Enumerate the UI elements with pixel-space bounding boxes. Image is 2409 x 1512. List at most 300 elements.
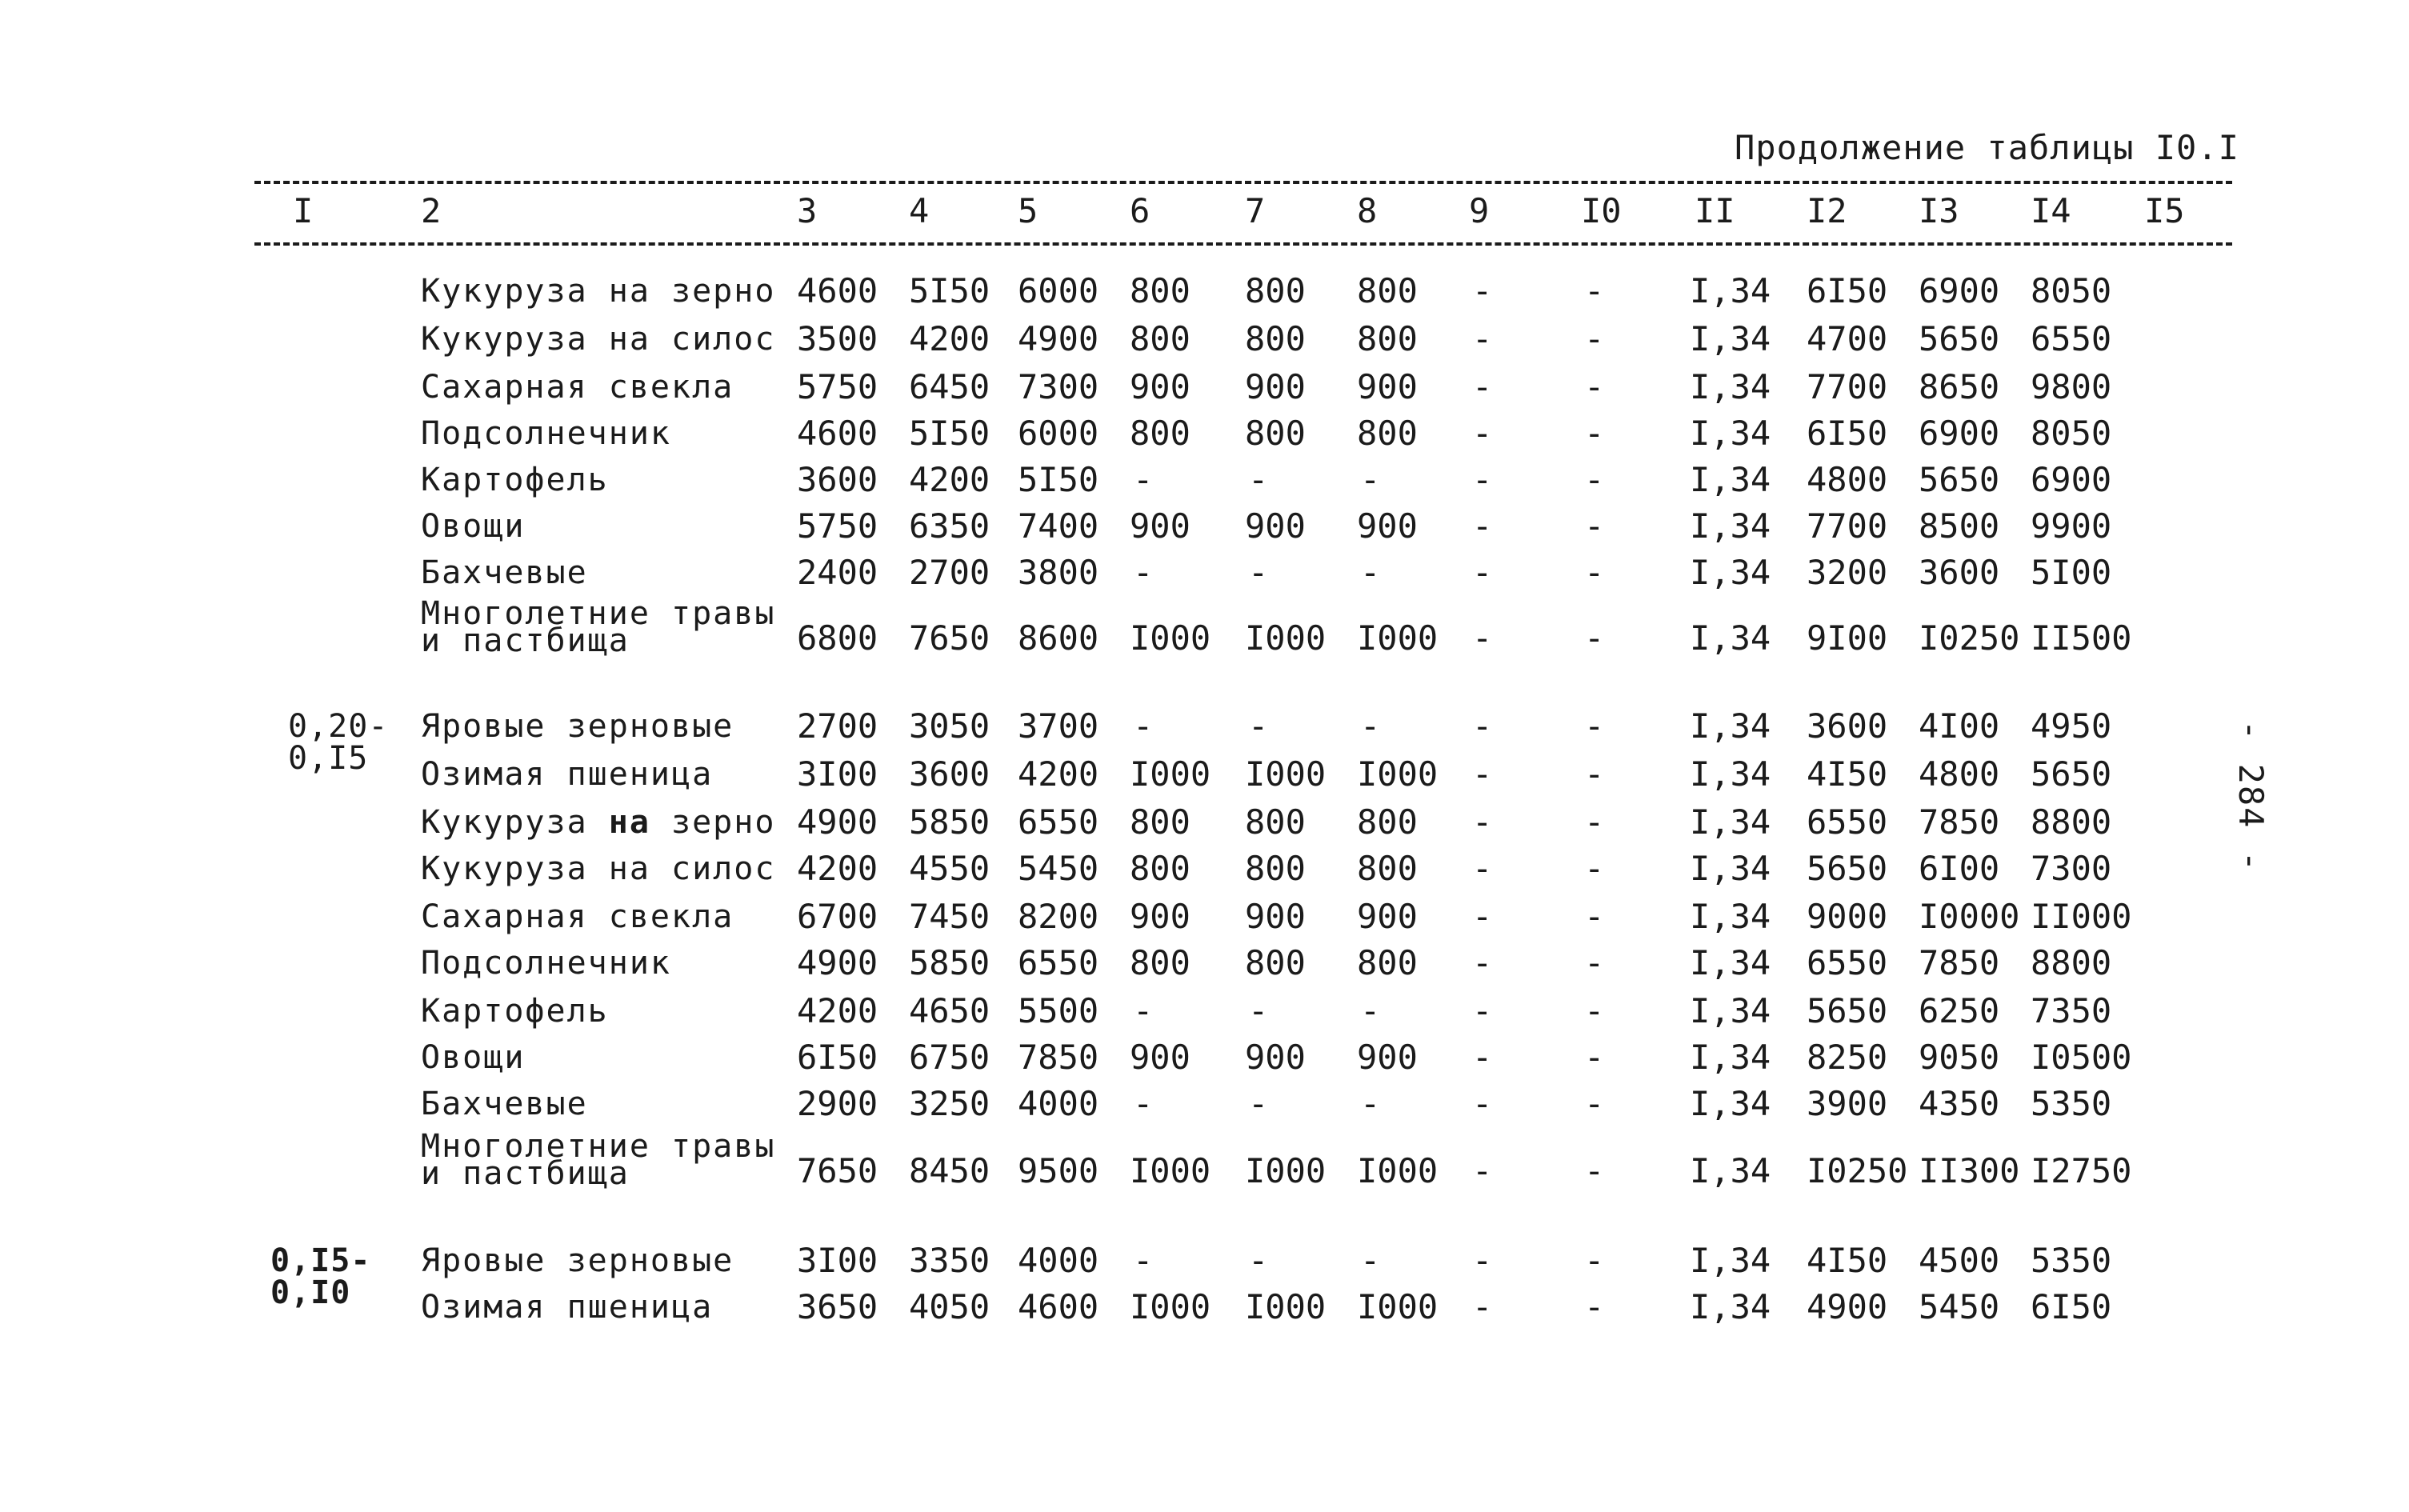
table-cell: I,34 — [1690, 460, 1771, 499]
table-cell: - — [1472, 1241, 1493, 1280]
table-cell: 6750 — [909, 1038, 990, 1077]
table-cell: 3250 — [909, 1084, 990, 1123]
table-cell: 800 — [1357, 271, 1418, 310]
table-cell: 3700 — [1018, 706, 1099, 746]
table-cell: 6I50 — [1807, 271, 1888, 310]
table-cell: 5500 — [1018, 991, 1099, 1030]
table-cell: 7650 — [909, 618, 990, 658]
table-cell: - — [1360, 553, 1381, 592]
table-cell: - — [1584, 460, 1605, 499]
header-cell: 5 — [1018, 191, 1038, 230]
header-cell: 2 — [421, 191, 442, 230]
table-cell: 4600 — [797, 271, 878, 310]
crop-name-line1: Многолетние травы — [421, 595, 776, 632]
table-cell: 900 — [1245, 897, 1306, 936]
table-cell: - — [1584, 1287, 1605, 1326]
header-cell: I4 — [2031, 191, 2071, 230]
table-cell: I,34 — [1690, 991, 1771, 1030]
crop-name — [421, 1288, 713, 1326]
table-cell: 8650 — [1919, 367, 2000, 406]
table-cell: - — [1248, 460, 1269, 499]
crop-name-line1: Многолетние травы — [421, 1128, 776, 1165]
header-cell: I0 — [1581, 191, 1622, 230]
table-cell: 7450 — [909, 897, 990, 936]
table-cell: 9900 — [2031, 506, 2112, 546]
table-cell: - — [1584, 1151, 1605, 1190]
header-top-rule — [254, 181, 2232, 184]
table-cell: I,34 — [1690, 367, 1771, 406]
table-cell: 4I50 — [1807, 754, 1888, 794]
table-cell: 7850 — [1919, 943, 2000, 982]
header-cell: 7 — [1245, 191, 1266, 230]
table-cell: 6550 — [1018, 802, 1099, 842]
table-cell: 7300 — [2031, 849, 2112, 888]
crop-name — [421, 461, 609, 499]
table-cell: 4600 — [797, 414, 878, 453]
table-cell: 900 — [1130, 367, 1190, 406]
crop-name — [421, 554, 588, 592]
table-cell: - — [1584, 271, 1605, 310]
table-cell: - — [1584, 414, 1605, 453]
table-cell: 4700 — [1807, 319, 1888, 358]
table-cell: 800 — [1245, 802, 1306, 842]
table-cell: 3600 — [1807, 706, 1888, 746]
crop-name-line1: Овощи — [421, 1039, 526, 1076]
table-cell: 5450 — [1018, 849, 1099, 888]
crop-name-line1: Картофель — [421, 993, 609, 1030]
table-cell: 6550 — [1807, 802, 1888, 842]
table-cell: 5I50 — [909, 414, 990, 453]
table-cell: 4900 — [797, 943, 878, 982]
table-cell: 800 — [1357, 414, 1418, 453]
table-cell: 4200 — [797, 849, 878, 888]
table-cell: - — [1584, 319, 1605, 358]
table-cell: 6000 — [1018, 271, 1099, 310]
header-bottom-rule — [254, 242, 2232, 246]
table-cell: - — [1472, 319, 1493, 358]
crop-name-line1: Кукуруза на силос — [421, 850, 776, 887]
crop-name-line1: Кукуруза на зерно — [421, 273, 776, 310]
table-cell: 800 — [1357, 319, 1418, 358]
crop-name-part-bold: на — [608, 804, 650, 841]
crop-name — [421, 1085, 588, 1123]
table-cell: 800 — [1357, 802, 1418, 842]
table-cell: I000 — [1245, 1287, 1327, 1326]
table-cell: 800 — [1245, 414, 1306, 453]
table-cell: 2400 — [797, 553, 878, 592]
table-cell: 4200 — [1018, 754, 1099, 794]
crop-name-line1: Подсолнечник — [421, 945, 671, 982]
crop-name-line1: Сахарная свекла — [421, 898, 734, 935]
crop-name-line1: Бахчевые — [421, 554, 588, 591]
table-cell: 4050 — [909, 1287, 990, 1326]
table-cell: - — [1133, 706, 1154, 746]
table-cell: - — [1472, 367, 1493, 406]
table-cell: - — [1472, 849, 1493, 888]
header-cell: 9 — [1469, 191, 1490, 230]
table-cell: 3600 — [797, 460, 878, 499]
crop-name-line1: Кукуруза на силос — [421, 321, 776, 358]
crop-name — [421, 272, 775, 310]
page-number-text: - 284 - — [2231, 720, 2271, 874]
table-cell: - — [1584, 1241, 1605, 1280]
table-cell: 5I00 — [2031, 553, 2112, 592]
table-cell: 7350 — [2031, 991, 2112, 1030]
table-cell: - — [1584, 991, 1605, 1030]
table-cell: 6I50 — [2031, 1287, 2112, 1326]
table-cell: 8050 — [2031, 414, 2112, 453]
table-cell: 6550 — [1018, 943, 1099, 982]
table-cell: - — [1360, 1084, 1381, 1123]
table-cell: 900 — [1130, 1038, 1190, 1077]
table-cell: I,34 — [1690, 553, 1771, 592]
table-cell: - — [1472, 897, 1493, 936]
table-cell: 7700 — [1807, 506, 1888, 546]
crop-name-line1: Сахарная свекла — [421, 369, 734, 406]
table-cell: - — [1133, 460, 1154, 499]
table-cell: I000 — [1130, 754, 1211, 794]
table-cell: 5350 — [2031, 1241, 2112, 1280]
table-cell: - — [1472, 802, 1493, 842]
table-cell: 3900 — [1807, 1084, 1888, 1123]
crop-name-line1: Овощи — [421, 508, 526, 545]
table-cell: 800 — [1130, 271, 1190, 310]
group-label-line2: 0,I0 — [270, 1274, 351, 1311]
table-cell: - — [1472, 943, 1493, 982]
table-cell: 800 — [1130, 802, 1190, 842]
table-cell: 7850 — [1919, 802, 2000, 842]
table-cell: 4650 — [909, 991, 990, 1030]
table-cell: 800 — [1245, 849, 1306, 888]
table-cell: 7850 — [1018, 1038, 1099, 1077]
table-cell: 8800 — [2031, 802, 2112, 842]
table-cell: - — [1584, 553, 1605, 592]
table-cell: - — [1248, 991, 1269, 1030]
table-cell: - — [1248, 553, 1269, 592]
table-cell: 800 — [1245, 943, 1306, 982]
table-cell: - — [1472, 618, 1493, 658]
table-cell: I,34 — [1690, 1287, 1771, 1326]
crop-name — [421, 1242, 734, 1280]
table-cell: 3600 — [1919, 553, 2000, 592]
header-cell: I — [293, 191, 314, 230]
group-label-line1: 0,20- — [288, 708, 389, 745]
table-cell: 900 — [1130, 506, 1190, 546]
table-cell: - — [1472, 271, 1493, 310]
table-cell: 6900 — [2031, 460, 2112, 499]
table-cell: I000 — [1130, 1151, 1211, 1190]
table-cell: 5I50 — [1018, 460, 1099, 499]
table-cell: 4I00 — [1919, 706, 2000, 746]
table-cell: - — [1360, 460, 1381, 499]
table-cell: - — [1360, 1241, 1381, 1280]
table-cell: 800 — [1245, 319, 1306, 358]
table-cell: 8250 — [1807, 1038, 1888, 1077]
table-cell: - — [1472, 553, 1493, 592]
table-cell: 6700 — [797, 897, 878, 936]
table-cell: 3I00 — [797, 754, 878, 794]
table-cell: - — [1472, 460, 1493, 499]
table-cell: - — [1472, 1287, 1493, 1326]
table-cell: - — [1248, 1084, 1269, 1123]
table-cell: 3800 — [1018, 553, 1099, 592]
table-cell: - — [1248, 1241, 1269, 1280]
table-cell: 3200 — [1807, 553, 1888, 592]
table-cell: 4350 — [1919, 1084, 2000, 1123]
table-cell: 6250 — [1919, 991, 2000, 1030]
table-cell: 8050 — [2031, 271, 2112, 310]
table-cell: 3500 — [797, 319, 878, 358]
table-cell: 6350 — [909, 506, 990, 546]
table-cell: - — [1472, 1084, 1493, 1123]
header-cell: 8 — [1357, 191, 1378, 230]
table-cell: I,34 — [1690, 1151, 1771, 1190]
table-cell: - — [1248, 706, 1269, 746]
table-cell: 5650 — [1807, 849, 1888, 888]
table-cell: 6900 — [1919, 414, 2000, 453]
table-cell: 800 — [1130, 414, 1190, 453]
table-cell: - — [1584, 897, 1605, 936]
table-cell: I,34 — [1690, 897, 1771, 936]
table-cell: 900 — [1357, 897, 1418, 936]
table-cell: 5750 — [797, 506, 878, 546]
table-cell: 3350 — [909, 1241, 990, 1280]
crop-name-part: зерно — [650, 804, 776, 841]
table-cell: 4200 — [797, 991, 878, 1030]
table-cell: I000 — [1357, 1151, 1439, 1190]
table-cell: - — [1472, 706, 1493, 746]
table-cell: 800 — [1357, 849, 1418, 888]
table-cell: 8200 — [1018, 897, 1099, 936]
crop-name — [421, 992, 609, 1030]
table-cell: 3I00 — [797, 1241, 878, 1280]
table-cell: - — [1584, 943, 1605, 982]
table-cell: 900 — [1245, 1038, 1306, 1077]
header-cell: I3 — [1919, 191, 1959, 230]
table-cell: I000 — [1245, 754, 1327, 794]
table-cell: 5650 — [1807, 991, 1888, 1030]
table-cell: 4550 — [909, 849, 990, 888]
header-cell: I2 — [1807, 191, 1847, 230]
crop-name-line1: Озимая пшеница — [421, 756, 714, 793]
crop-name-part: Кукуруза — [421, 804, 609, 841]
table-cell: I,34 — [1690, 618, 1771, 658]
table-cell: II500 — [2031, 618, 2132, 658]
table-cell: 4I50 — [1807, 1241, 1888, 1280]
table-cell: 800 — [1130, 319, 1190, 358]
crop-name — [421, 850, 775, 888]
crop-name — [421, 595, 776, 659]
table-cell: - — [1472, 506, 1493, 546]
table-cell: I,34 — [1690, 849, 1771, 888]
table-cell: 6800 — [797, 618, 878, 658]
table-cell: 2700 — [797, 706, 878, 746]
table-cell: 6550 — [2031, 319, 2112, 358]
header-cell: 6 — [1130, 191, 1150, 230]
table-cell: I,34 — [1690, 754, 1771, 794]
group-label-line2: 0,I5 — [288, 740, 369, 777]
table-cell: 8800 — [2031, 943, 2112, 982]
table-cell: I,34 — [1690, 706, 1771, 746]
table-cell: 3050 — [909, 706, 990, 746]
table-cell: 8600 — [1018, 618, 1099, 658]
table-cell: I0250 — [1807, 1151, 1908, 1190]
table-cell: - — [1133, 991, 1154, 1030]
table-cell: 800 — [1357, 943, 1418, 982]
table-cell: 5650 — [2031, 754, 2112, 794]
group-label — [288, 708, 389, 777]
crop-name — [421, 320, 775, 358]
table-cell: 5650 — [1919, 319, 2000, 358]
table-cell: I,34 — [1690, 802, 1771, 842]
table-cell: I0250 — [1919, 618, 2020, 658]
table-continuation-title: Продолжение таблицы I0.I — [1735, 128, 2239, 167]
table-cell: 9I00 — [1807, 618, 1888, 658]
table-cell: 900 — [1357, 367, 1418, 406]
table-cell: 6550 — [1807, 943, 1888, 982]
table-cell: 2900 — [797, 1084, 878, 1123]
table-cell: 6900 — [1919, 271, 2000, 310]
table-cell: 900 — [1357, 1038, 1418, 1077]
table-cell: 4000 — [1018, 1241, 1099, 1280]
table-cell: 5650 — [1919, 460, 2000, 499]
table-cell: 5850 — [909, 802, 990, 842]
table-cell: 4950 — [2031, 706, 2112, 746]
table-cell: 800 — [1130, 943, 1190, 982]
table-cell: I,34 — [1690, 1084, 1771, 1123]
table-cell: - — [1584, 802, 1605, 842]
table-cell: 7400 — [1018, 506, 1099, 546]
table-cell: II000 — [2031, 897, 2132, 936]
table-cell: I000 — [1357, 618, 1439, 658]
crop-name — [421, 1038, 525, 1077]
table-cell: - — [1584, 849, 1605, 888]
table-cell: 7300 — [1018, 367, 1099, 406]
table-cell: 3600 — [909, 754, 990, 794]
crop-name — [421, 803, 775, 842]
table-cell: - — [1584, 506, 1605, 546]
table-cell: 800 — [1245, 271, 1306, 310]
table-cell: 900 — [1245, 367, 1306, 406]
table-cell: 4200 — [909, 460, 990, 499]
table-cell: 4800 — [1919, 754, 2000, 794]
table-cell: 4800 — [1807, 460, 1888, 499]
header-cell: 3 — [797, 191, 818, 230]
table-cell: I000 — [1357, 754, 1439, 794]
crop-name-line2: и пастбища — [421, 622, 630, 659]
table-cell: 5I50 — [909, 271, 990, 310]
group-label — [270, 1242, 371, 1311]
table-cell: - — [1360, 706, 1381, 746]
table-cell: I000 — [1245, 618, 1327, 658]
table-cell: 3650 — [797, 1287, 878, 1326]
table-cell: - — [1133, 1241, 1154, 1280]
crop-name-line1: Озимая пшеница — [421, 1289, 714, 1326]
crop-name-line1: Яровые зерновые — [421, 708, 734, 745]
table-cell: 4900 — [797, 802, 878, 842]
table-cell: - — [1472, 1151, 1493, 1190]
table-cell: 4500 — [1919, 1241, 2000, 1280]
table-cell: 5350 — [2031, 1084, 2112, 1123]
table-cell: I000 — [1130, 618, 1211, 658]
crop-name — [421, 414, 671, 453]
table-cell: - — [1584, 754, 1605, 794]
table-cell: 9000 — [1807, 897, 1888, 936]
table-cell: I,34 — [1690, 1038, 1771, 1077]
table-cell: 6000 — [1018, 414, 1099, 453]
crop-name — [421, 368, 734, 406]
table-cell: - — [1472, 991, 1493, 1030]
crop-name — [421, 507, 525, 546]
table-cell: I000 — [1357, 1287, 1439, 1326]
table-cell: - — [1360, 991, 1381, 1030]
table-cell: - — [1133, 553, 1154, 592]
table-cell: - — [1584, 706, 1605, 746]
table-cell: - — [1133, 1084, 1154, 1123]
table-cell: I000 — [1245, 1151, 1327, 1190]
table-cell: 900 — [1357, 506, 1418, 546]
table-cell: 800 — [1130, 849, 1190, 888]
table-cell: 4000 — [1018, 1084, 1099, 1123]
table-cell: - — [1472, 1038, 1493, 1077]
table-cell: 5850 — [909, 943, 990, 982]
table-cell: I2750 — [2031, 1151, 2132, 1190]
crop-name-line1: Бахчевые — [421, 1086, 588, 1122]
crop-name-line1: Подсолнечник — [421, 415, 671, 452]
crop-name-line1: Яровые зерновые — [421, 1242, 734, 1279]
header-cell: 4 — [909, 191, 930, 230]
group-label-line1: 0,I5- — [270, 1242, 371, 1279]
crop-name — [421, 707, 734, 746]
crop-name-line2: и пастбища — [421, 1155, 630, 1192]
table-cell: 2700 — [909, 553, 990, 592]
table-cell: I,34 — [1690, 271, 1771, 310]
table-cell: I,34 — [1690, 506, 1771, 546]
table-cell: 6I50 — [797, 1038, 878, 1077]
table-cell: 7700 — [1807, 367, 1888, 406]
table-cell: I000 — [1130, 1287, 1211, 1326]
crop-name — [421, 944, 671, 982]
table-cell: - — [1584, 1038, 1605, 1077]
table-cell: I0000 — [1919, 897, 2020, 936]
table-cell: 4900 — [1807, 1287, 1888, 1326]
header-cell: II — [1695, 191, 1735, 230]
table-cell: I,34 — [1690, 1241, 1771, 1280]
table-cell: 900 — [1130, 897, 1190, 936]
table-cell: 8450 — [909, 1151, 990, 1190]
table-cell: - — [1472, 414, 1493, 453]
table-cell: I,34 — [1690, 319, 1771, 358]
table-cell: 9500 — [1018, 1151, 1099, 1190]
table-cell: - — [1472, 754, 1493, 794]
table-cell: 4200 — [909, 319, 990, 358]
table-cell: 5450 — [1919, 1287, 2000, 1326]
crop-name — [421, 1128, 776, 1192]
table-cell: I,34 — [1690, 414, 1771, 453]
table-cell: 6450 — [909, 367, 990, 406]
table-cell: 7650 — [797, 1151, 878, 1190]
table-cell: 9800 — [2031, 367, 2112, 406]
table-cell: I0500 — [2031, 1038, 2132, 1077]
table-cell: 5750 — [797, 367, 878, 406]
crop-name-line1: Картофель — [421, 462, 609, 498]
table-cell: - — [1584, 618, 1605, 658]
table-cell: II300 — [1919, 1151, 2020, 1190]
table-cell: I,34 — [1690, 943, 1771, 982]
crop-name — [421, 898, 734, 936]
table-cell: 6I00 — [1919, 849, 2000, 888]
crop-name — [421, 755, 713, 794]
